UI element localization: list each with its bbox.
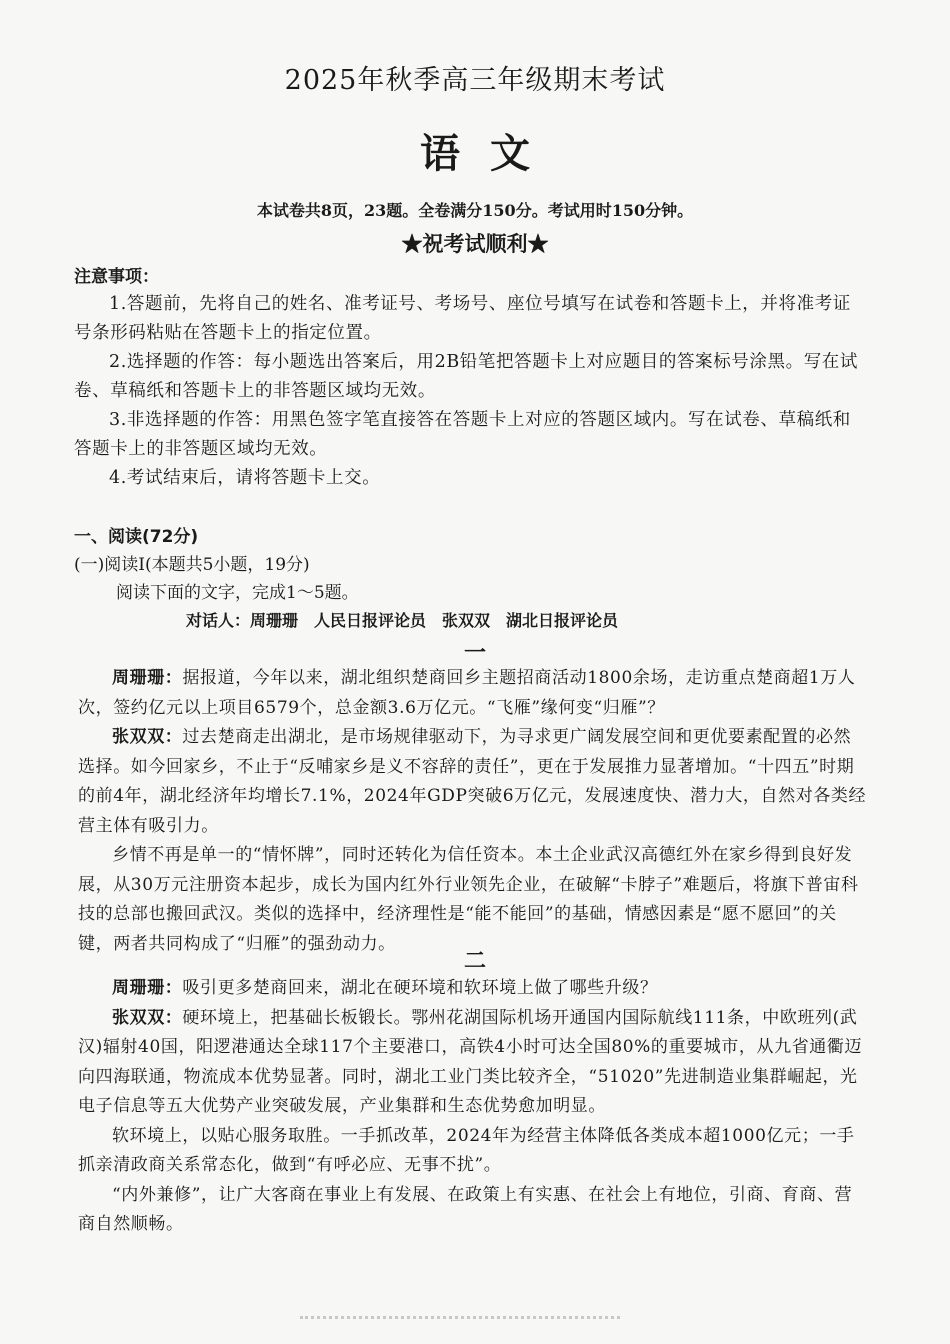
section-marker: 二 xyxy=(463,948,486,974)
participants-line: 对话人：周珊珊 人民日报评论员 张双双 湖北日报评论员 xyxy=(186,611,619,630)
page-footer-fragment xyxy=(300,1316,620,1329)
dialogue-paragraph xyxy=(78,974,868,1004)
notice-item: 2.选择题的作答：每小题选出答案后，用2B铅笔把答题卡上对应题目的答案标号涂黑。写在试卷、草稿纸和答题卡上的非答题区域均无效。 xyxy=(74,352,858,401)
section-marker: 一 xyxy=(463,640,486,666)
notice-item: 1.答题前，先将自己的姓名、准考证号、考场号、座位号填写在试卷和答题卡上，并将准考证号条形码粘贴在答题卡上的指定位置。 xyxy=(74,294,851,343)
notice-item: 3.非选择题的作答：用黑色签字笔直接答在答题卡上对应的答题区域内。写在试卷、草稿纸和答题卡上的非答题区域均无效。 xyxy=(74,410,851,459)
reading-instruction: 阅读下面的文字，完成1～5题。 xyxy=(116,583,359,603)
dialogue-text: 吸引更多楚商回来，湖北在硬环境和软环境上做了哪些升级？ xyxy=(182,978,658,998)
dialogue-paragraph xyxy=(78,1004,868,1122)
dialogue-paragraph xyxy=(78,1181,868,1240)
notice-item: 4.考试结束后，请将答题卡上交。 xyxy=(109,468,381,488)
dialogue-text: 乡情不再是单一的“情怀牌”，同时还转化为信任资本。本土企业武汉高德红外在家乡得到良好发展，从30万元注册资本起步，成长为国内红外行业领先企业，在破解“卡脖子”难题后，将旗下普宙科技的总部也搬回武汉。类似的选择中，经济理性是“能不能回”的基础，情感因素是“愿不愿回”的关键，两者共同构成了“归雁”的强劲动力。 xyxy=(78,845,859,954)
speaker-name: 周珊珊： xyxy=(112,978,183,998)
part-heading: (一)阅读Ⅰ(本题共5小题，19分) xyxy=(74,555,310,575)
dialogue-text: 据报道，今年以来，湖北组织楚商回乡主题招商活动1800余场，走访重点楚商超1万人次，签约亿元以上项目6579个，总金额3.6万亿元。“飞雁”缘何变“归雁”？ xyxy=(78,668,856,718)
dialogue-text: 软环境上，以贴心服务取胜。一手抓改革，2024年为经营主体降低各类成本超1000亿元；一手抓亲清政商关系常态化，做到“有呼必应、无事不扰”。 xyxy=(78,1125,855,1175)
dialogue-paragraph xyxy=(78,664,868,723)
dialogue-block xyxy=(78,664,868,959)
speaker-name: 周珊珊： xyxy=(112,668,183,688)
notice-list xyxy=(74,290,864,493)
dialogue-text: 过去楚商走出湖北，是市场规律驱动下，为寻求更广阔发展空间和更优要素配置的必然选择。如今回家乡，不止于“反哺家乡是义不容辞的责任”，更在于发展推力显著增加。“十四五”时期的前4年，湖北经济年均增长7.1%，2024年GDP突破6万亿元，发展速度快、潜力大，自然对各类经营主体有吸引力。 xyxy=(78,727,867,836)
subject-title: 语文 xyxy=(420,130,560,177)
dialogue-paragraph xyxy=(78,1122,868,1181)
dialogue-block xyxy=(78,974,868,1240)
speaker-name: 张双双： xyxy=(112,727,183,747)
notice-heading: 注意事项： xyxy=(74,267,159,287)
exam-title: 2025年秋季高三年级期末考试 xyxy=(284,65,666,96)
dialogue-paragraph xyxy=(78,841,868,959)
dialogue-paragraph xyxy=(78,723,868,841)
exam-info: 本试卷共8页，23题。全卷满分150分。考试用时150分钟。 xyxy=(256,201,694,220)
dialogue-text: 硬环境上，把基础长板锻长。鄂州花湖国际机场开通国内国际航线111条，中欧班列(武汉)辐射40国，阳逻港通达全球117个主要港口，高铁4小时可达全国80%的重要城市，从九省通衢迈向四海联通，物流成本优势显著。同时，湖北工业门类比较齐全，“51020”先进制造业集群崛起，光电子信息等五大优势产业突破发展，产业集群和生态优势愈加明显。 xyxy=(78,1007,863,1116)
dialogue-text: “内外兼修”，让广大客商在事业上有发展、在政策上有实惠、在社会上有地位，引商、育商、营商自然顺畅。 xyxy=(78,1184,853,1234)
blessing-banner: ★祝考试顺利★ xyxy=(401,231,549,256)
speaker-name: 张双双： xyxy=(112,1007,183,1028)
section-heading: 一、阅读(72分) xyxy=(74,527,199,547)
